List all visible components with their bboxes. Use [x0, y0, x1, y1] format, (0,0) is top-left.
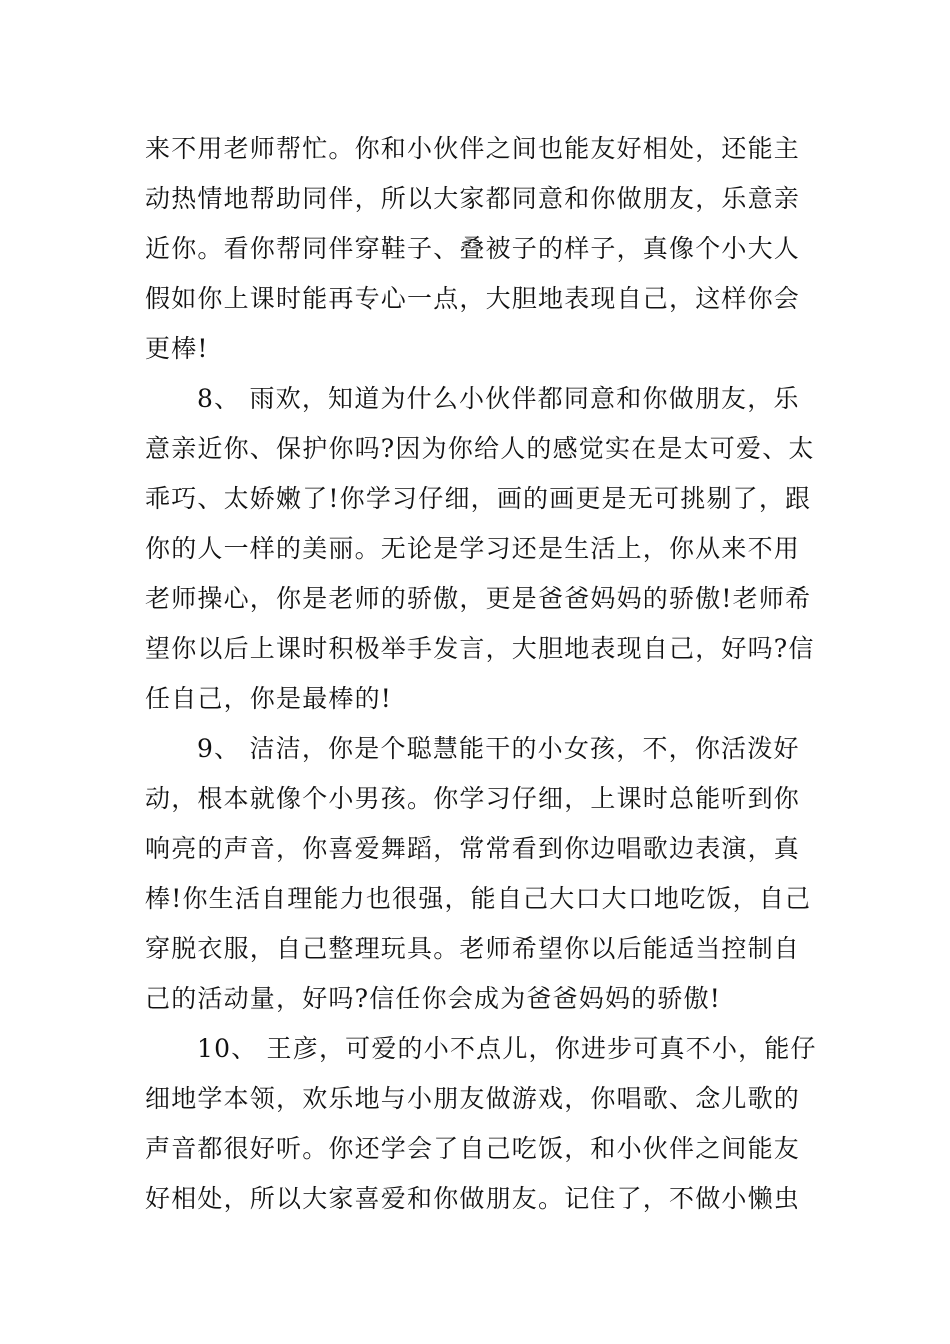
text-line: 声音都很好听。你还学会了自己吃饭，和小伙伴之间能友 [145, 1134, 801, 1163]
paragraph-10-start: 10、 王彦，可爱的小不点儿，你进步可真不小，能仔 [197, 1034, 817, 1063]
text-line: 假如你上课时能再专心一点，大胆地表现自己，这样你会 [145, 284, 801, 313]
text-line: 更棒! [145, 334, 209, 363]
text-line: 棒!你生活自理能力也很强，能自己大口大口地吃饭，自己 [145, 884, 812, 913]
text-line: 动热情地帮助同伴，所以大家都同意和你做朋友，乐意亲 [145, 184, 801, 213]
text-line: 好相处，所以大家喜爱和你做朋友。记住了，不做小懒虫 [145, 1184, 801, 1213]
paragraph-8-start: 8、 雨欢，知道为什么小伙伴都同意和你做朋友，乐 [197, 384, 800, 413]
document-body [145, 124, 817, 1224]
text-line: 乖巧、太娇嫩了!你学习仔细，画的画更是无可挑剔了，跟 [145, 484, 812, 513]
text-line: 你的人一样的美丽。无论是学习还是生活上，你从来不用 [145, 534, 801, 563]
text-line: 意亲近你、保护你吗?因为你给人的感觉实在是太可爱、太 [145, 434, 815, 463]
text-line: 穿脱衣服，自己整理玩具。老师希望你以后能适当控制自 [145, 934, 801, 963]
text-line: 来不用老师帮忙。你和小伙伴之间也能友好相处，还能主 [145, 134, 801, 163]
text-line: 望你以后上课时积极举手发言，大胆地表现自己，好吗?信 [145, 634, 815, 663]
text-line: 老师操心，你是老师的骄傲，更是爸爸妈妈的骄傲!老师希 [145, 584, 812, 613]
text-line: 响亮的声音，你喜爱舞蹈，常常看到你边唱歌边表演，真 [145, 834, 801, 863]
text-line: 细地学本领，欢乐地与小朋友做游戏，你唱歌、念儿歌的 [145, 1084, 801, 1113]
paragraph-9-start: 9、 洁洁，你是个聪慧能干的小女孩，不，你活泼好 [197, 734, 800, 763]
text-line: 近你。看你帮同伴穿鞋子、叠被子的样子，真像个小大人 [145, 234, 801, 263]
text-line: 动，根本就像个小男孩。你学习仔细，上课时总能听到你 [145, 784, 801, 813]
text-line: 己的活动量，好吗?信任你会成为爸爸妈妈的骄傲! [145, 984, 722, 1013]
text-line: 任自己，你是最棒的! [145, 684, 393, 713]
